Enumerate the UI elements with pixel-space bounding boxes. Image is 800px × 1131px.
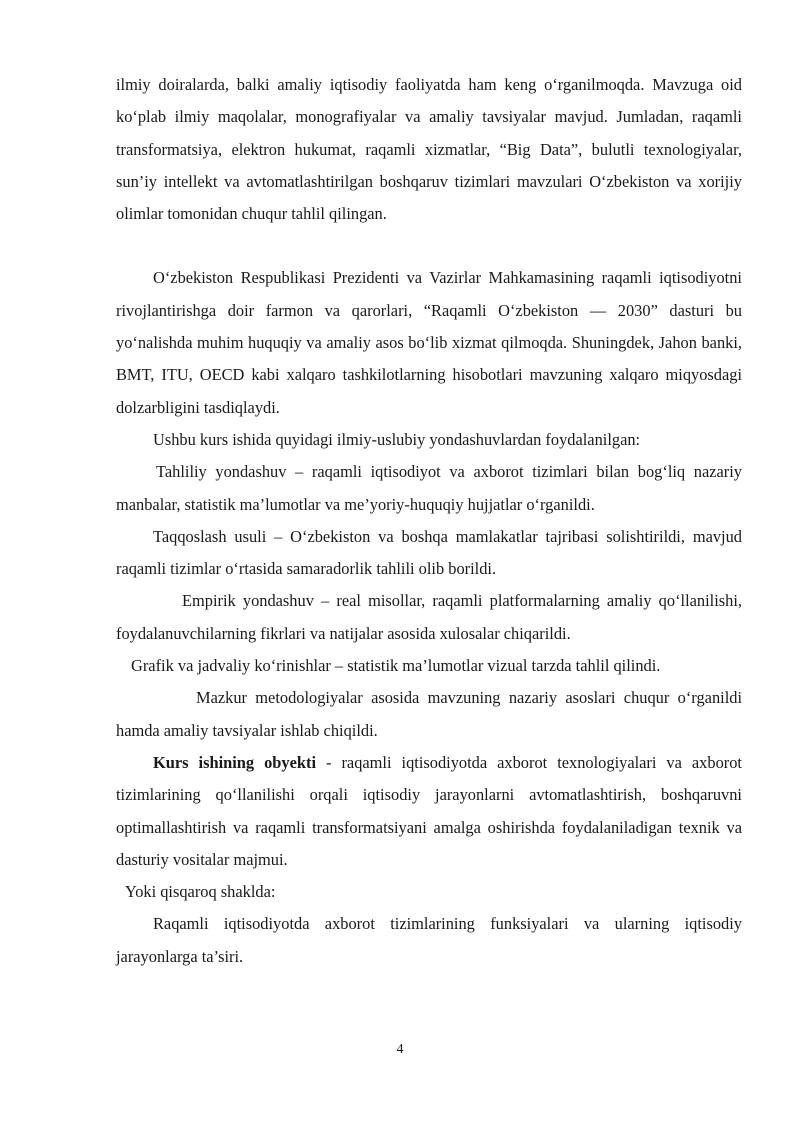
paragraph-short-form-label: Yoki qisqaroq shaklda:: [125, 882, 276, 902]
paragraph-methodology-summary: Mazkur metodologiyalar asosida mavzuning nazariy asoslari chuqur o‘rganildi hamda amaliy tavsiyalar ishlab chiqildi.: [116, 688, 742, 740]
paragraph-research-object: [116, 747, 742, 876]
paragraph-methods-intro: Ushbu kurs ishida quyidagi ilmiy-uslubiy yondashuvlardan foydalanilgan:: [153, 429, 641, 449]
paragraph-continuation: ilmiy doiralarda, balki amaliy iqtisodiy faoliyatda ham keng o‘rganilmoqda. Mavzuga oid ko‘plab ilmiy maqolalar, monografiyalar va amaliy tavsiyalar mavjud. Jumladan, raqamli transformatsiya, elektron hukumat, raqamli xizmatlar, “Big Data”, bulutli texnologiyalar, sun’iy intellekt va avtomatlashtirilgan boshqaruv tizimlari mavzulari O‘zbekiston va xorijiy olimlar tomonidan chuqur tahlil qilingan.: [116, 75, 742, 224]
paragraph-comparison-method: Taqqoslash usuli – O‘zbekiston va boshqa mamlakatlar tajribasi solishtirildi, mavjud raqamli tizimlar o‘rtasida samaradorlik tahlili olib borildi.: [116, 526, 742, 579]
research-object-text: - raqamli iqtisodiyotda axborot texnologiyalari va axborot tizimlarining qo‘llanilishi orqali iqtisodiy jarayonlarni avtomatlashtirish, boshqaruvni optimallashtirish va raqamli transformatsiyani amalga oshirishda foydalaniladigan texnik va dasturiy vositalar majmui.: [116, 752, 742, 869]
page-body: [116, 69, 742, 973]
page-number: 4: [396, 1042, 404, 1057]
paragraph-empirical-approach: Empirik yondashuv – real misollar, raqamli platformalarning amaliy qo‘llanilishi, foydalanuvchilarning fikrlari va natijalar asosida xulosalar chiqarildi.: [116, 591, 742, 643]
research-object-heading: Kurs ishining obyekti: [153, 752, 317, 772]
paragraph-legal-basis: O‘zbekiston Respublikasi Prezidenti va Vazirlar Mahkamasining raqamli iqtisodiyotni rivojlantirishga doir farmon va qarorlari, “Raqamli O‘zbekiston — 2030” dasturi bu yo‘nalishda muhim huquqiy va amaliy asos bo‘lib xizmat qilmoqda. Shuningdek, Jahon banki, BMT, ITU, OECD kabi xalqaro tashkilotlarning hisobotlari mavzuning xalqaro miqyosdagi dolzarbligini tasdiqlaydi.: [116, 268, 742, 417]
paragraph-graphical-views: Grafik va jadvaliy ko‘rinishlar – statistik ma’lumotlar vizual tarzda tahlil qilindi.: [131, 656, 661, 676]
paragraph-short-form: Raqamli iqtisodiyotda axborot tizimlarining funksiyalari va ularning iqtisodiy jarayonlarga ta’siri.: [116, 914, 742, 966]
paragraph-gap: [116, 230, 742, 262]
paragraph-analytical-approach: Tahliliy yondashuv – raqamli iqtisodiyot va axborot tizimlari bilan bog‘liq nazariy manbalar, statistik ma’lumotlar va me’yoriy-huquqiy hujjatlar o‘rganildi.: [116, 462, 742, 514]
